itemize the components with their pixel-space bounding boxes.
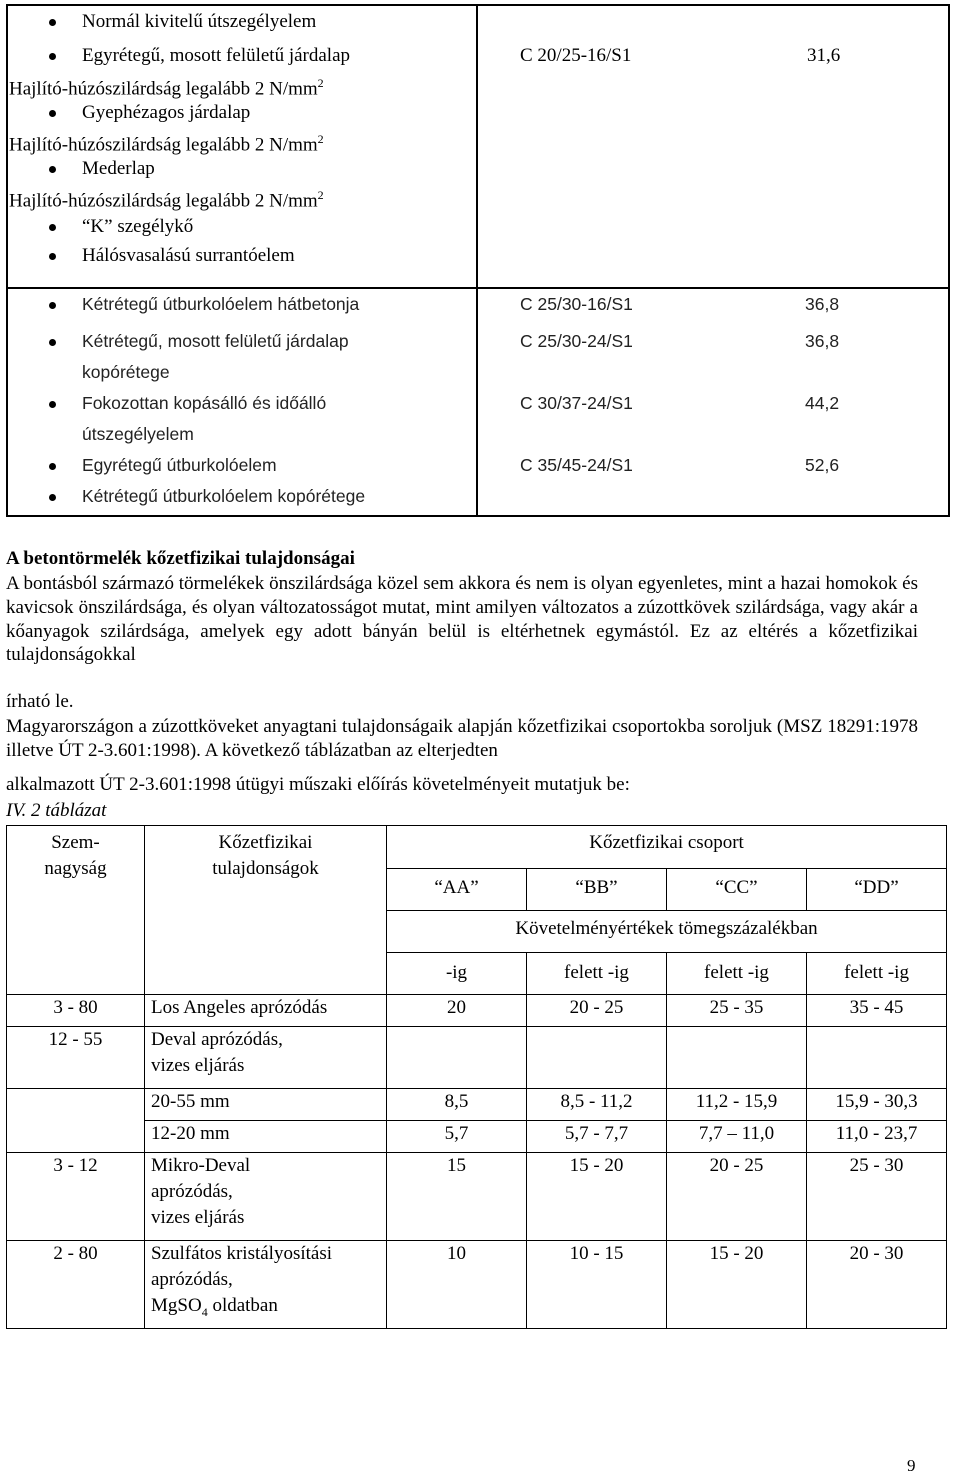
bullet-dot [49,339,56,346]
row-value-dd: 35 - 45 [807,995,947,1027]
header-rock-group: Kőzetfizikai csoport [387,826,947,869]
concrete-class: C 30/37-24/S1 [520,393,633,413]
section-heading: A betontörmelék kőzetfizikai tulajdonságai [6,548,355,569]
row-value-aa: 15 [387,1153,527,1241]
row-value-cc: 25 - 35 [667,995,807,1027]
row-size: 2 - 80 [7,1241,145,1329]
paragraph-1 [6,572,918,667]
row-value-bb: 15 - 20 [527,1153,667,1241]
row-value-bb: 20 - 25 [527,995,667,1027]
table-row [7,1089,947,1121]
row-property: Deval aprózódás, vizes eljárás [145,1027,387,1089]
bullet-dot [49,19,56,26]
bound-aa: -ig [387,953,527,995]
t1-row1-class: C 20/25-16/S1 [520,45,632,66]
row-property: Mikro-Deval aprózódás, vizes eljárás [145,1153,387,1241]
row-value-cc: 11,2 - 15,9 [667,1089,807,1121]
row-property-tail: oldatban [207,1295,278,1316]
row-size: 3 - 80 [7,995,145,1027]
list-item: kopórétege [82,362,170,382]
row-property-subscript: 4 [201,1304,208,1319]
row-property-formula: MgSO [151,1295,202,1316]
row-value-aa [387,1027,527,1089]
bullet-dot [49,253,56,260]
table-row [7,1153,947,1241]
paragraph-2-last-line: alkalmazott ÚT 2-3.601:1998 útügyi műszaki előírás követelményeit mutatjuk be: [6,774,630,795]
row-property: 20-55 mm [145,1089,387,1121]
row-value-aa: 20 [387,995,527,1027]
list-item: Egyrétegű útburkolóelem [82,455,277,475]
list-item-text: Egyrétegű, mosott felületű járdalap [82,45,351,66]
strength-value: 36,8 [805,294,840,314]
paragraph-1-last-line: írható le. [6,691,74,712]
row-value-bb [527,1027,667,1089]
bullet-dot [49,166,56,173]
header-grain-size: Szem- nagyság [7,826,145,995]
bullet-dot [49,494,56,501]
list-item-text: Hajlító-húzószilárdság legalább 2 N/mm [9,78,318,100]
superscript: 2 [317,188,324,202]
superscript: 2 [317,76,324,90]
row-value-dd: 25 - 30 [807,1153,947,1241]
row-size: 12 - 55 [7,1027,145,1089]
list-item [9,72,324,100]
row-value-cc: 20 - 25 [667,1153,807,1241]
table-row [7,1241,947,1329]
rock-physics-table [6,825,947,1329]
bullet-dot [49,224,56,231]
row-property-text: Szulfátos kristályosítási aprózódás, [151,1243,333,1290]
row-property: Los Angeles aprózódás [145,995,387,1027]
list-item-text: “K” szegélykő [82,216,194,237]
group-aa: “AA” [387,869,527,911]
row-value-dd: 11,0 - 23,7 [807,1121,947,1153]
table-row [7,1027,947,1089]
page-number: 9 [907,1456,916,1475]
bound-cc: felett -ig [667,953,807,995]
row-value-dd: 15,9 - 30,3 [807,1089,947,1121]
bound-bb: felett -ig [527,953,667,995]
group-cc: “CC” [667,869,807,911]
list-item [82,158,155,180]
row-value-cc [667,1027,807,1089]
header-requirements: Követelményértékek tömegszázalékban [387,911,947,953]
paragraph-2-text: Magyarországon a zúzottköveket anyagtani tulajdonságaik alapján kőzetfizikai csoportokba soroljuk (MSZ 18291:1978 illetve ÚT 2-3.601:1998). A következő táblázatban az elterjedten [6,716,918,761]
list-item-text: Hajlító-húzószilárdság legalább 2 N/mm [9,190,318,212]
group-dd: “DD” [807,869,947,911]
concrete-class: C 35/45-24/S1 [520,455,633,475]
bullet-dot [49,401,56,408]
list-item [82,216,193,238]
concrete-class: C 25/30-16/S1 [520,294,633,314]
row-value-aa: 5,7 [387,1121,527,1153]
list-item-text: Hálósvasalású surrantóelem [82,245,295,266]
row-value-cc: 7,7 – 11,0 [667,1121,807,1153]
list-item-text: Normál kivitelű útszegélyelem [82,11,317,32]
strength-value: 36,8 [805,331,840,351]
list-item [9,128,324,156]
row-value-aa: 8,5 [387,1089,527,1121]
list-item: Kétrétegű útburkolóelem hátbetonja [82,294,360,314]
row-value-dd: 20 - 30 [807,1241,947,1329]
list-item-text: Mederlap [82,158,155,179]
bullet-dot [49,53,56,60]
list-item: Fokozottan kopásálló és időálló [82,393,327,413]
list-item: útszegélyelem [82,424,194,444]
list-item [9,184,324,212]
row-size [7,1089,145,1121]
list-item-text: Hajlító-húzószilárdság legalább 2 N/mm [9,134,318,156]
table-row [7,995,947,1027]
row-size [7,1121,145,1153]
row-value-dd [807,1027,947,1089]
row-property: 12-20 mm [145,1121,387,1153]
list-item [82,45,350,67]
table-row [7,1121,947,1153]
list-item: Kétrétegű, mosott felületű járdalap [82,331,349,351]
row-value-aa: 10 [387,1241,527,1329]
list-item-text: Gyephézagos járdalap [82,102,251,123]
bound-dd: felett -ig [807,953,947,995]
row-value-bb: 5,7 - 7,7 [527,1121,667,1153]
paragraph-1-text: A bontásból származó törmelékek önszilárdsága közel sem akkora és nem is olyan egyenletes, mint a hazai homokok és kavicsok önszilárdsága, és olyan változatosságot mutat, mint amilyen változatos a zúzottkövek szilárdsága, vagy akár a kőanyagok szilárdsága, amelyek egy adott bányán belül is eltérhetnek egymástól. Ez az eltérés a kőzetfizikai tulajdonságokkal [6,573,918,666]
list-item [82,102,250,124]
row-value-bb: 8,5 - 11,2 [527,1089,667,1121]
header-properties: Kőzetfizikai tulajdonságok [145,826,387,995]
bullet-dot [49,302,56,309]
concrete-class: C 25/30-24/S1 [520,331,633,351]
list-item [82,11,316,33]
table-caption: IV. 2 táblázat [6,800,107,821]
strength-value: 52,6 [805,455,840,475]
row-size: 3 - 12 [7,1153,145,1241]
row-property [145,1241,387,1329]
list-item [82,245,295,267]
group-bb: “BB” [527,869,667,911]
t1-row1-value: 31,6 [807,45,841,66]
list-item: Kétrétegű útburkolóelem kopórétege [82,486,366,506]
row-value-bb: 10 - 15 [527,1241,667,1329]
row-value-cc: 15 - 20 [667,1241,807,1329]
bullet-dot [49,110,56,117]
strength-value: 44,2 [805,393,840,413]
superscript: 2 [317,132,324,146]
paragraph-2 [6,715,918,763]
bullet-dot [49,463,56,470]
